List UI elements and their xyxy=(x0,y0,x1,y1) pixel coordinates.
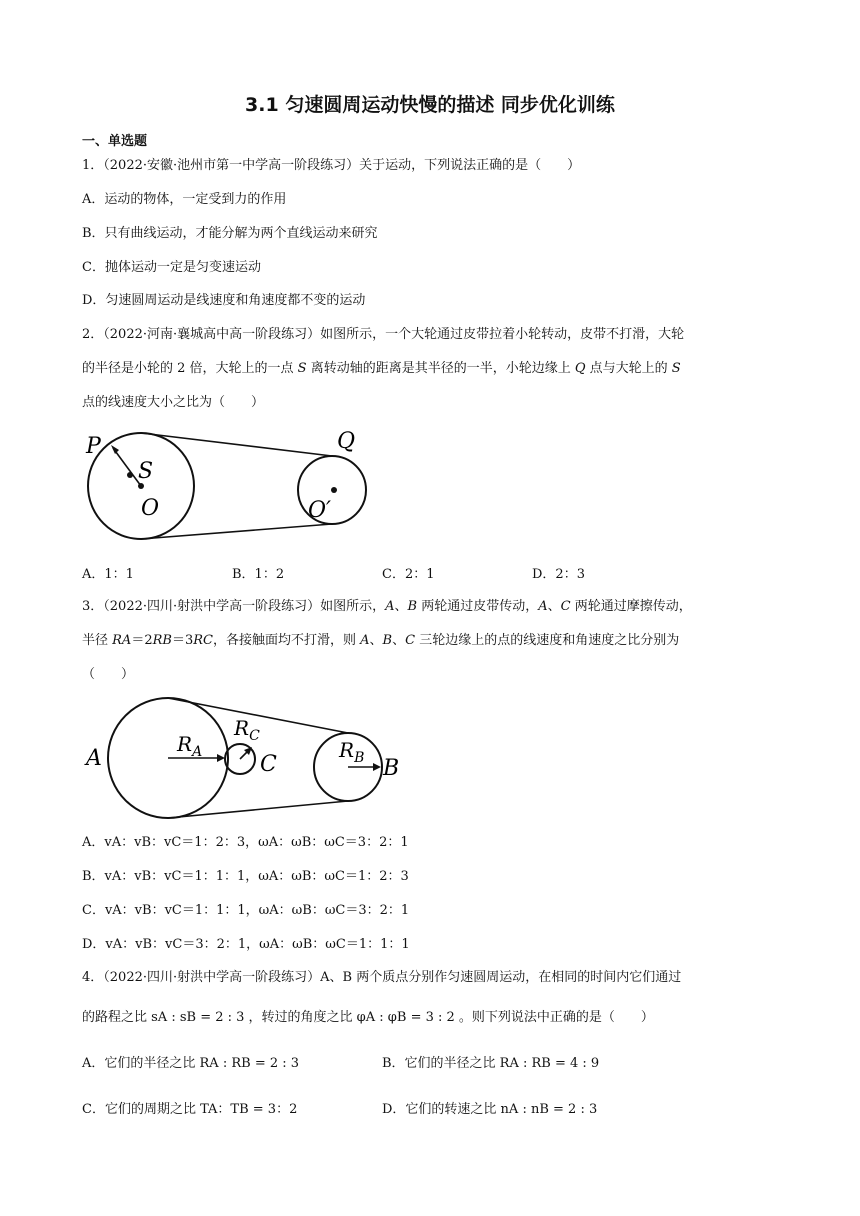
q3-wheel-c-2: C xyxy=(405,633,416,648)
q3-rb-arrow-head xyxy=(373,763,381,771)
q3-wheel-c: C xyxy=(560,599,571,614)
q2-stem-part-b: 离转动轴的距离是其半径的一半，小轮边缘上 xyxy=(306,361,575,376)
q3-stem-part-g: 三轮边缘上的点的线速度和角速度之比分别为 xyxy=(415,633,680,648)
q3-belt-bottom xyxy=(168,801,348,818)
q3-wheel-b: B xyxy=(407,599,418,614)
q2-point-s: S xyxy=(297,361,307,376)
q3-label-ra-sub: A xyxy=(192,744,203,760)
q1-option-c: C．抛体运动一定是匀变速运动 xyxy=(82,260,261,275)
q3-label-rc-r: R xyxy=(234,716,250,740)
q3-label-rc-sub: C xyxy=(249,728,260,744)
q3-stem-line2 xyxy=(82,631,679,651)
q3-wheel-b-2: B xyxy=(382,633,393,648)
q2-option-d: D．2：3 xyxy=(532,567,585,582)
q3-label-ra xyxy=(176,732,202,760)
q3-label-rb-r: R xyxy=(339,738,355,762)
q3-ra: RA xyxy=(112,633,132,648)
q3-label-c: C xyxy=(260,752,277,777)
q3-label-rb-sub: B xyxy=(354,750,365,766)
q3-comma-4: 、 xyxy=(392,633,406,648)
q3-label-rc xyxy=(233,716,260,744)
q3-wheel-a-3: A xyxy=(360,633,370,648)
q2-stem-part-a: 的半径是小轮的 2 倍，大轮上的一点 xyxy=(82,361,298,376)
q3-option-d: D．vA：vB：vC＝3：2：1，ωA：ωB：ωC＝1：1：1 xyxy=(82,937,410,952)
q3-rb: RB xyxy=(152,633,172,648)
q2-belt-top xyxy=(141,433,332,456)
q3-stem-part-d: 两轮通过摩擦传动， xyxy=(570,599,692,614)
q2-center-o-prime-dot xyxy=(331,487,337,493)
q4-option-b: B．它们的半径之比 RA : RB = 4 : 9 xyxy=(382,1056,600,1071)
q3-eq1: ＝2 xyxy=(131,633,153,648)
q3-stem-line3: （ ） xyxy=(82,667,135,682)
q3-stem-part-c: 两轮通过皮带传动， xyxy=(417,599,539,614)
q2-point-q: Q xyxy=(574,361,586,376)
q3-stem-line1 xyxy=(82,597,692,617)
q1-option-a: A．运动的物体，一定受到力的作用 xyxy=(82,192,287,207)
q2-label-q: Q xyxy=(337,429,356,454)
q2-label-p: P xyxy=(86,434,101,459)
q2-option-c: C．2：1 xyxy=(382,567,435,582)
q2-stem-part-c: 点与大轮上的 xyxy=(585,361,672,376)
q4-option-c: C．它们的周期之比 TA：TB = 3：2 xyxy=(82,1102,298,1117)
q3-comma: 、 xyxy=(394,599,408,614)
q3-comma-2: 、 xyxy=(547,599,561,614)
q3-option-b: B．vA：vB：vC＝1：1：1，ωA：ωB：ωC＝1：2：3 xyxy=(82,869,409,884)
q2-stem-line2 xyxy=(82,359,681,379)
q3-stem-part-e: 半径 xyxy=(82,633,113,648)
q3-wheel-a-2: A xyxy=(538,599,548,614)
q2-label-o: O xyxy=(141,496,160,521)
q3-option-c: C．vA：vB：vC＝1：1：1，ωA：ωB：ωC＝3：2：1 xyxy=(82,903,410,918)
q4-option-d: D．它们的转速之比 nA : nB = 2 : 3 xyxy=(382,1102,598,1117)
q3-wheel-a: A xyxy=(385,599,395,614)
page-title: 3.1 匀速圆周运动快慢的描述 同步优化训练 xyxy=(245,94,615,116)
q2-label-s: S xyxy=(138,459,154,484)
q3-label-ra-r: R xyxy=(177,732,193,756)
q4-stem-line2: 的路程之比 sA : sB = 2 : 3 ，转过的角度之比 φA : φB = 3 : 2 。则下列说法中正确的是（ ） xyxy=(82,1010,654,1025)
q3-label-a: A xyxy=(86,746,102,771)
q2-stem-line3: 点的线速度大小之比为（ ） xyxy=(82,395,265,410)
q3-eq2: ＝3 xyxy=(171,633,194,648)
q1-option-b: B．只有曲线运动，才能分解为两个直线运动来研究 xyxy=(82,226,378,241)
q2-radius-arrow xyxy=(113,448,141,486)
q3-wheel-figure xyxy=(82,693,412,823)
q2-arrow-head xyxy=(111,445,119,454)
q3-stem-part-a: 3．（2022·四川·射洪中学高一阶段练习）如图所示， xyxy=(82,599,386,614)
q2-point-s-dot xyxy=(127,472,133,478)
q3-label-b: B xyxy=(383,756,400,781)
q3-option-a: A．vA：vB：vC＝1：2：3，ωA：ωB：ωC＝3：2：1 xyxy=(82,835,409,850)
q1-option-d: D．匀速圆周运动是线速度和角速度都不变的运动 xyxy=(82,293,366,308)
q3-label-rb xyxy=(338,738,364,766)
section-heading: 一、单选题 xyxy=(82,134,148,149)
q3-comma-3: 、 xyxy=(369,633,383,648)
q3-rc: RC xyxy=(193,633,213,648)
q2-belt-pulley-figure xyxy=(80,420,380,555)
q2-option-b: B．1：2 xyxy=(232,567,285,582)
q2-label-o-prime: O′ xyxy=(308,498,332,523)
q2-option-a: A．1：1 xyxy=(82,567,134,582)
q2-stem-line1: 2．（2022·河南·襄城高中高一阶段练习）如图所示，一个大轮通过皮带拉着小轮转动，皮带不打滑，大轮 xyxy=(82,327,685,342)
q3-ra-arrow-head xyxy=(217,754,225,762)
q1-stem: 1．（2022·安徽·池州市第一中学高一阶段练习）关于运动，下列说法正确的是（ ） xyxy=(82,158,581,173)
q3-stem-part-f: ，各接触面均不打滑，则 xyxy=(212,633,361,648)
q4-stem-line1: 4．（2022·四川·射洪中学高一阶段练习）A、B 两个质点分别作匀速圆周运动，在相同的时间内它们通过 xyxy=(82,970,682,985)
q2-point-s-2: S xyxy=(671,361,681,376)
q4-option-a: A．它们的半径之比 RA : RB = 2 : 3 xyxy=(82,1056,300,1071)
